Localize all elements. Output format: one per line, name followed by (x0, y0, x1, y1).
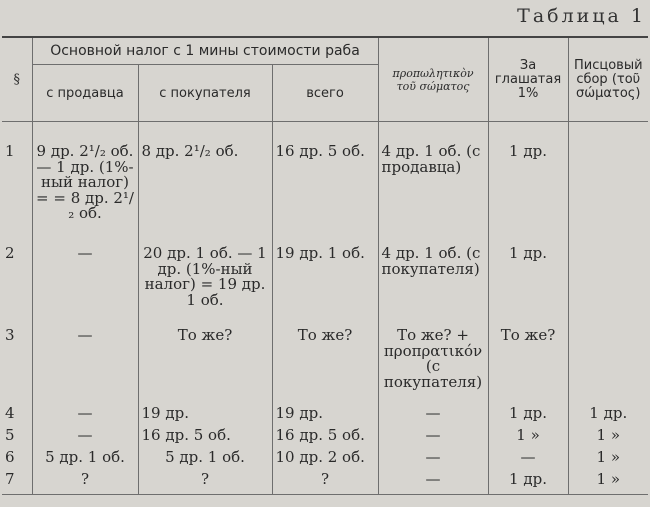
table-row (2, 428, 648, 450)
cell-total: 10 др. 2 об. (272, 450, 378, 472)
cell-herald: 1 др. (488, 406, 568, 428)
cell-propoletikon: — (378, 472, 488, 495)
cell-total: 16 др. 5 об. (272, 428, 378, 450)
cell-herald: 1 др. (488, 246, 568, 328)
cell-section: 7 (2, 472, 32, 495)
cell-scribe: 1 др. (568, 406, 648, 428)
header-from-seller: с продавца (32, 65, 138, 122)
header-base-tax: Основной налог с 1 мины стоимости раба (32, 37, 378, 65)
header-total: всего (272, 65, 378, 122)
table-row (2, 406, 648, 428)
table-row (2, 450, 648, 472)
cell-seller: — (32, 428, 138, 450)
cell-scribe: 1 » (568, 472, 648, 495)
cell-seller: 5 др. 1 об. (32, 450, 138, 472)
cell-total: То же? (272, 328, 378, 406)
header-scribe-fee: Писцовый сбор (τοῦ σώματος) (568, 37, 648, 122)
cell-section: 3 (2, 328, 32, 406)
table-row (2, 472, 648, 495)
cell-herald: 1 » (488, 428, 568, 450)
cell-propoletikon: — (378, 450, 488, 472)
table-title: Таблица 1 (517, 5, 646, 27)
cell-herald: — (488, 450, 568, 472)
cell-herald: 1 др. (488, 122, 568, 247)
header-section: § (2, 37, 32, 122)
cell-herald: 1 др. (488, 472, 568, 495)
cell-section: 6 (2, 450, 32, 472)
table-row (2, 328, 648, 406)
cell-scribe (568, 328, 648, 406)
header-propoletikon: προπωλητικὸν τοῦ σώματος (378, 37, 488, 122)
cell-herald: То же? (488, 328, 568, 406)
cell-seller: 9 др. 2¹/₂ об. — 1 др. (1%-ный налог) = = 8 др. 2¹/₂ об. (32, 122, 138, 247)
cell-total: 19 др. (272, 406, 378, 428)
cell-section: 1 (2, 122, 32, 247)
table-row (2, 246, 648, 328)
cell-scribe: 1 » (568, 428, 648, 450)
cell-total: 16 др. 5 об. (272, 122, 378, 247)
cell-seller: — (32, 328, 138, 406)
cell-total: 19 др. 1 об. (272, 246, 378, 328)
tax-table (2, 36, 648, 495)
cell-scribe (568, 122, 648, 247)
header-from-buyer: с покупателя (138, 65, 272, 122)
cell-propoletikon: 4 др. 1 об. (с покупателя) (378, 246, 488, 328)
header-herald: За глашатая 1% (488, 37, 568, 122)
cell-scribe: 1 » (568, 450, 648, 472)
cell-propoletikon: 4 др. 1 об. (с продавца) (378, 122, 488, 247)
cell-seller: ? (32, 472, 138, 495)
cell-buyer: 8 др. 2¹/₂ об. (138, 122, 272, 247)
cell-buyer: 19 др. (138, 406, 272, 428)
cell-section: 4 (2, 406, 32, 428)
cell-seller: — (32, 406, 138, 428)
cell-propoletikon: То же? + προπρατικόν (с покупателя) (378, 328, 488, 406)
cell-section: 5 (2, 428, 32, 450)
cell-buyer: 20 др. 1 об. — 1 др. (1%-ный налог) = 19 др. 1 об. (138, 246, 272, 328)
cell-buyer: ? (138, 472, 272, 495)
cell-buyer: 16 др. 5 об. (138, 428, 272, 450)
cell-section: 2 (2, 246, 32, 328)
table-row (2, 122, 648, 247)
cell-buyer: 5 др. 1 об. (138, 450, 272, 472)
cell-scribe (568, 246, 648, 328)
cell-propoletikon: — (378, 428, 488, 450)
cell-propoletikon: — (378, 406, 488, 428)
cell-total: ? (272, 472, 378, 495)
cell-seller: — (32, 246, 138, 328)
cell-buyer: То же? (138, 328, 272, 406)
